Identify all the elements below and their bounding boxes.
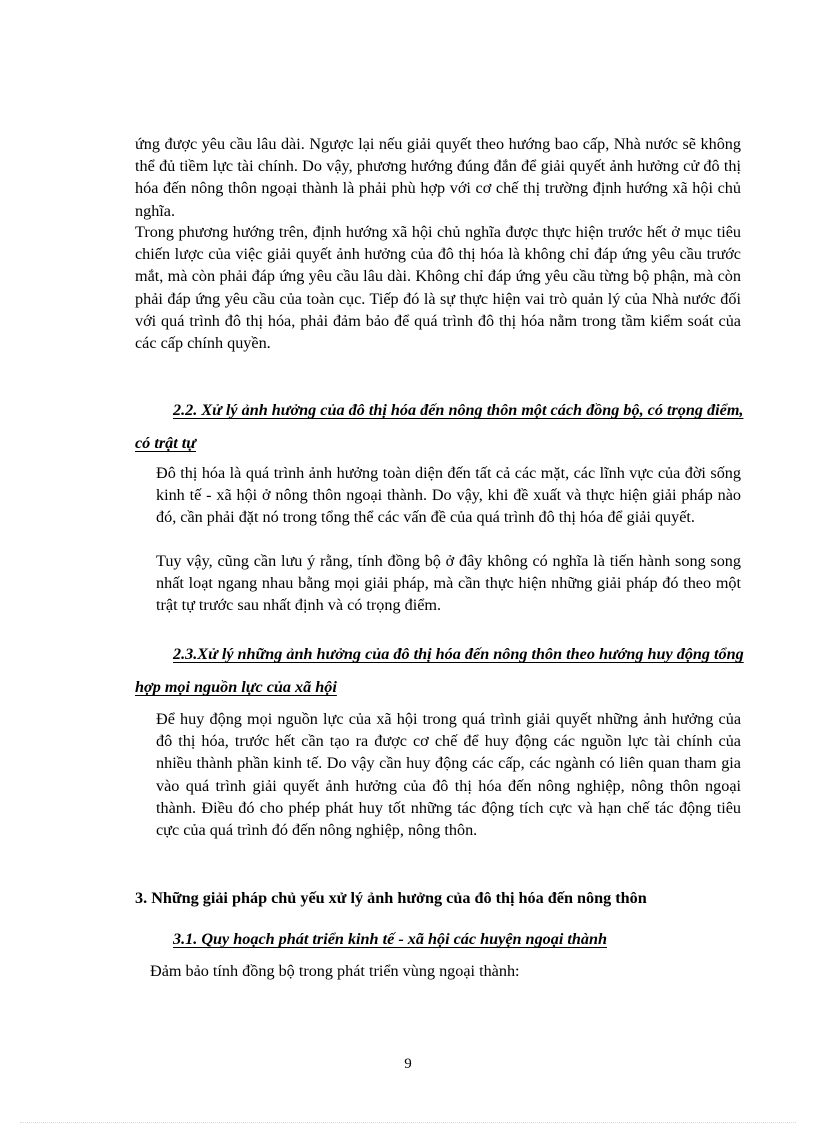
paragraph-mobilize-resources: Để huy động mọi nguồn lực của xã hội trong quá trình giải quyết những ảnh hưởng của đô thị hóa, trước hết cần tạo ra được cơ chế để huy động các nguồn lực tài chính của nhiều thành phần kinh tế. Do vậy cần huy động các cấp, các ngành có liên quan tham gia vào quá trình giải quyết ảnh hưởng của đô thị hóa đến nông nghiệp, nông thôn ngoại thành. Điều đó cho phép phát huy tốt những tác động tích cực và hạn chế tác động tiêu cực của quá trình đó đến nông nghiệp, nông thôn. (156, 710, 741, 840)
heading-section-3: 3. Những giải pháp chủ yếu xử lý ảnh hưởng của đô thị hóa đến nông thôn (135, 889, 647, 907)
heading-2-3: 2.3.Xử lý những ảnh hưởng của đô thị hóa đến nông thôn theo hướng huy động tổng hợp mọi nguồn lực của xã hội (135, 645, 744, 696)
paragraph-socialist-orientation: Trong phương hướng trên, định hướng xã hội chủ nghĩa được thực hiện trước hết ở mục tiêu chiến lược của việc giải quyết ảnh hưởng của đô thị hóa là không chỉ đáp ứng yêu cầu trước mắt, mà còn phải đáp ứng yêu cầu lâu dài. Không chỉ đáp ứng yêu cầu từng bộ phận, mà còn phải đáp ứng yêu cầu của toàn cục. Tiếp đó là sự thực hiện vai trò quản lý của Nhà nước đối với quá trình đô thị hóa, phải đảm bảo để quá trình đô thị hóa nằm trong tầm kiểm soát của các cấp chính quyền. (135, 223, 741, 353)
paragraph-comprehensive-urbanization: Đô thị hóa là quá trình ảnh hưởng toàn diện đến tất cả các mặt, các lĩnh vực của đời sống kinh tế - xã hội ở nông thôn ngoại thành. Do vậy, khi đề xuất và thực hiện giải pháp nào đó, cần phải đặt nó trong tổng thể các vấn đề của quá trình đô thị hóa để giải quyết. (156, 464, 741, 527)
heading-3-1: 3.1. Quy hoạch phát triển kinh tế - xã hội các huyện ngoại thành (173, 930, 607, 948)
heading-2-2: 2.2. Xử lý ảnh hưởng của đô thị hóa đến nông thôn một cách đồng bộ, có trọng điểm, có trật tự (135, 401, 744, 452)
paragraph-market-mechanism: ứng được yêu cầu lâu dài. Ngược lại nếu giải quyết theo hướng bao cấp, Nhà nước sẽ không thể đủ tiềm lực tài chính. Do vậy, phương hướng đúng đắn để giải quyết ảnh hưởng cử đô thị hóa đến nông thôn ngoại thành là phải phù hợp với cơ chế thị trường định hướng xã hội chủ nghĩa. (135, 135, 741, 220)
page-number: 9 (404, 1056, 412, 1072)
paragraph-ensure-synchronization: Đảm bảo tính đồng bộ trong phát triển vùng ngoại thành: (150, 962, 520, 980)
paragraph-synchronization-note: Tuy vậy, cũng cần lưu ý rằng, tính đồng bộ ở đây không có nghĩa là tiến hành song song nhất loạt ngang nhau bằng mọi giải pháp, mà cần thực hiện những giải pháp đó theo một trật tự trước sau nhất định và có trọng điểm. (156, 552, 741, 615)
